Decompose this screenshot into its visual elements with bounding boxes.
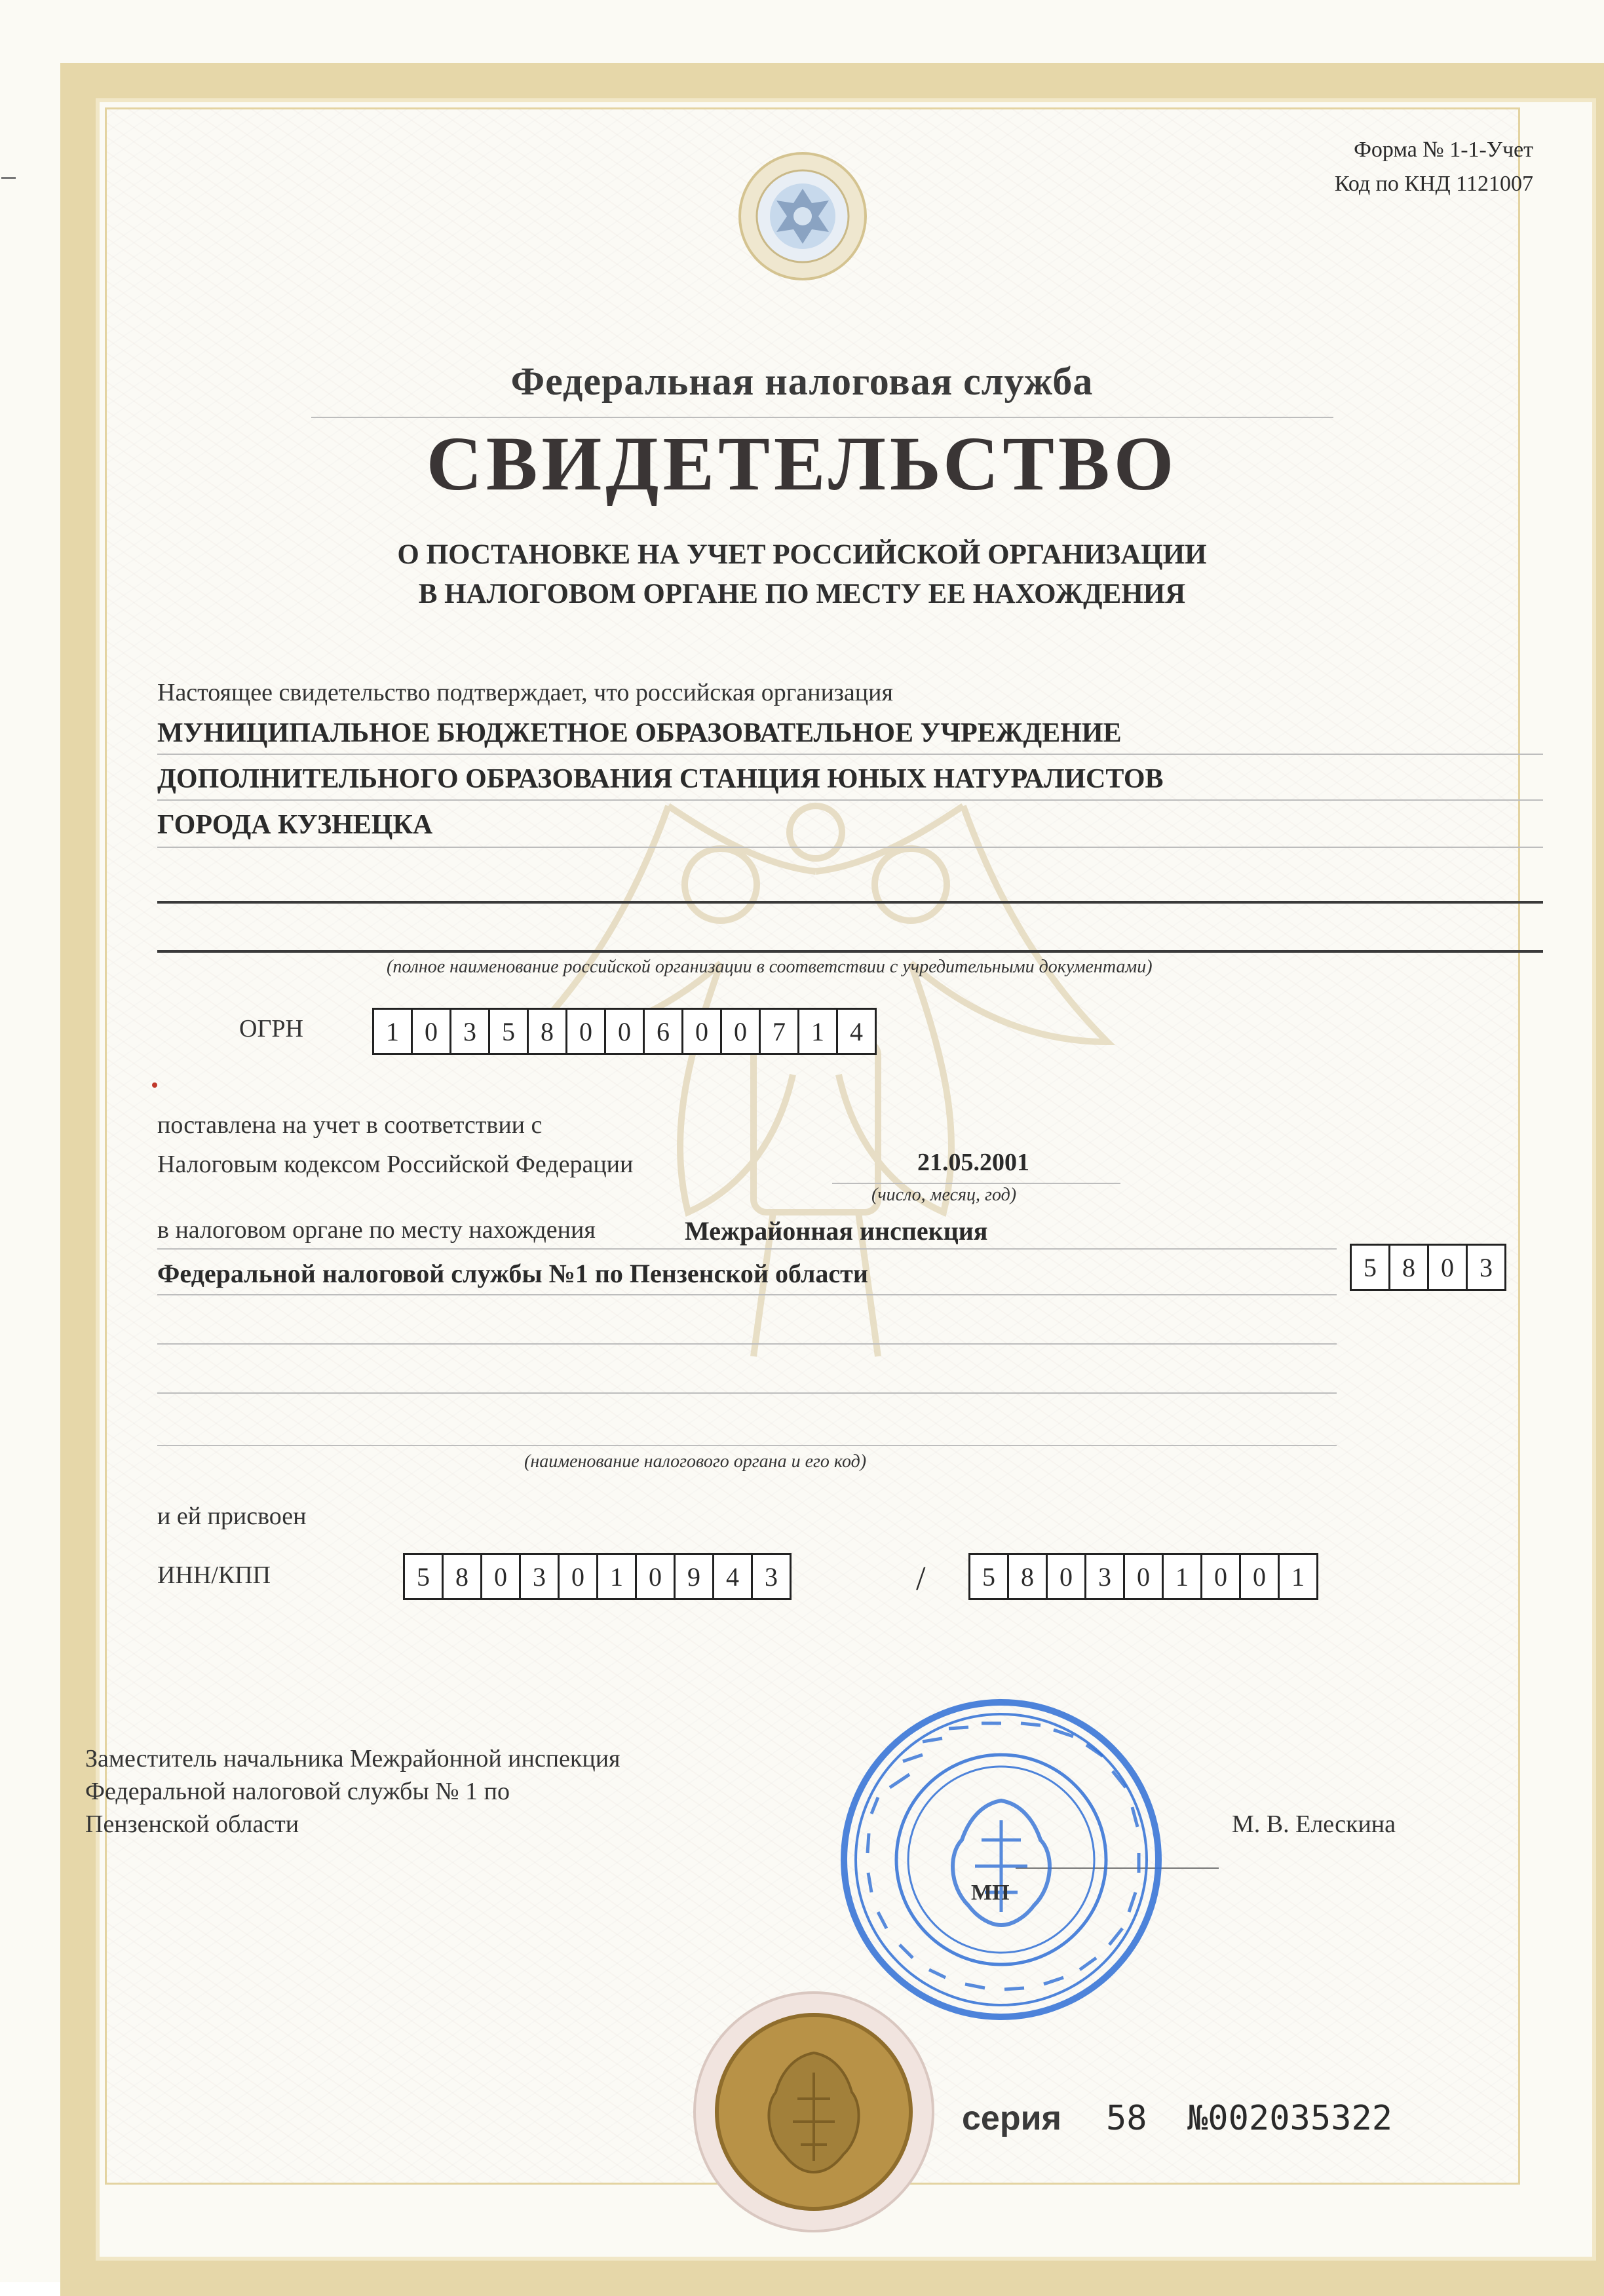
ogrn-digit-boxes [372, 1008, 877, 1055]
ogrn-digit: 0 [606, 1010, 645, 1053]
inn-digit: 0 [637, 1555, 676, 1598]
ogrn-digit: 1 [374, 1010, 413, 1053]
registration-date-hint: (число, месяц, год) [871, 1185, 1017, 1205]
kpp-digit: 0 [1125, 1555, 1164, 1598]
kpp-digit-boxes [968, 1553, 1318, 1600]
kpp-digit: 8 [1009, 1555, 1048, 1598]
inn-digit: 0 [560, 1555, 598, 1598]
assignment-intro: и ей присвоен [157, 1502, 307, 1530]
registration-line-2: Налоговым кодексом Российской Федерации [157, 1151, 634, 1178]
tax-authority-intro: в налоговом органе по месту нахождения [157, 1216, 596, 1244]
ogrn-digit: 1 [799, 1010, 838, 1053]
ogrn-digit: 0 [722, 1010, 761, 1053]
official-stamp-icon [831, 1689, 1172, 2030]
tax-authority-name-part-1: Межрайонная инспекция [685, 1216, 988, 1246]
ogrn-digit: 3 [451, 1010, 490, 1053]
tax-authority-code-digit: 3 [1480, 1252, 1493, 1282]
inn-digit: 0 [482, 1555, 521, 1598]
ogrn-digit: 0 [683, 1010, 722, 1053]
tax-authority-code-digit: 0 [1429, 1246, 1468, 1289]
inn-digit: 4 [714, 1555, 753, 1598]
tax-authority-code-digit: 8 [1390, 1246, 1429, 1289]
series-label: серия [962, 2099, 1061, 2137]
tax-authority-code-boxes [1350, 1244, 1506, 1291]
ogrn-digit: 6 [645, 1010, 683, 1053]
inn-kpp-label: ИНН/КПП [157, 1561, 271, 1589]
organization-name-line-2: ДОПОЛНИТЕЛЬНОГО ОБРАЗОВАНИЯ СТАНЦИЯ ЮНЫХ НАТУРАЛИСТОВ [157, 764, 1164, 794]
document-title: СВИДЕТЕЛЬСТВО [426, 421, 1178, 507]
kpp-digit: 0 [1241, 1555, 1280, 1598]
tax-authority-hint: (наименование налогового органа и его код) [524, 1451, 867, 1472]
organization-name-line-3: ГОРОДА КУЗНЕЦКА [157, 810, 433, 840]
kpp-digit: 1 [1291, 1561, 1305, 1592]
organization-name-line-1: МУНИЦИПАЛЬНОЕ БЮДЖЕТНОЕ ОБРАЗОВАТЕЛЬНОЕ УЧРЕЖДЕНИЕ [157, 718, 1122, 748]
form-number: Форма № 1-1-Учет [1354, 138, 1533, 162]
eagle-watermark-icon [472, 793, 1160, 1415]
inn-digit-boxes [403, 1553, 792, 1600]
kpp-digit: 1 [1164, 1555, 1202, 1598]
inn-digit: 3 [521, 1555, 560, 1598]
agency-name: Федеральная налоговая служба [510, 360, 1094, 403]
inn-digit: 8 [444, 1555, 482, 1598]
stamp-place-mark: МП [971, 1881, 1010, 1905]
inn-digit: 1 [598, 1555, 637, 1598]
series-value: 58 [1106, 2099, 1147, 2138]
hologram-emblem-icon [737, 151, 868, 282]
ogrn-digit: 5 [490, 1010, 529, 1053]
signer-name: М. В. Елескина [1232, 1810, 1396, 1838]
signer-position-line-1: Заместитель начальника Межрайонной инспекция [85, 1745, 621, 1772]
registration-line-1: поставлена на учет в соответствии с [157, 1111, 543, 1139]
knd-code: Код по КНД 1121007 [1334, 172, 1533, 196]
tax-authority-name-part-2: Федеральной налоговой службы №1 по Пензенской области [157, 1259, 868, 1288]
inn-digit: 9 [676, 1555, 714, 1598]
kpp-digit: 5 [970, 1555, 1009, 1598]
inn-digit: 5 [405, 1555, 444, 1598]
ogrn-digit: 7 [761, 1010, 799, 1053]
kpp-digit: 0 [1048, 1555, 1086, 1598]
organization-name-hint: (полное наименование российской организации в соответствии с учредительными документами) [387, 957, 1153, 977]
inn-digit: 3 [765, 1561, 778, 1592]
signer-position-line-3: Пензенской области [85, 1810, 299, 1838]
signer-position-line-2: Федеральной налоговой службы № 1 по [85, 1778, 510, 1805]
ogrn-digit: 0 [567, 1010, 606, 1053]
kpp-digit: 0 [1202, 1555, 1241, 1598]
ogrn-digit: 4 [850, 1016, 863, 1046]
registration-date: 21.05.2001 [917, 1149, 1029, 1176]
organization-intro: Настоящее свидетельство подтверждает, что российская организация [157, 679, 893, 706]
ogrn-label: ОГРН [239, 1015, 303, 1043]
subtitle-line-2: В НАЛОГОВОМ ОРГАНЕ ПО МЕСТУ ЕЕ НАХОЖДЕНИЯ [418, 579, 1186, 609]
ogrn-digit: 0 [413, 1010, 451, 1053]
kpp-digit: 3 [1086, 1555, 1125, 1598]
gold-seal-icon [689, 1987, 938, 2236]
inn-kpp-separator: / [916, 1560, 926, 1598]
document-number: №002035322 [1187, 2099, 1393, 2138]
ogrn-digit: 8 [529, 1010, 567, 1053]
subtitle-line-1: О ПОСТАНОВКЕ НА УЧЕТ РОССИЙСКОЙ ОРГАНИЗАЦИИ [397, 539, 1207, 570]
tax-authority-code-digit: 5 [1352, 1246, 1390, 1289]
